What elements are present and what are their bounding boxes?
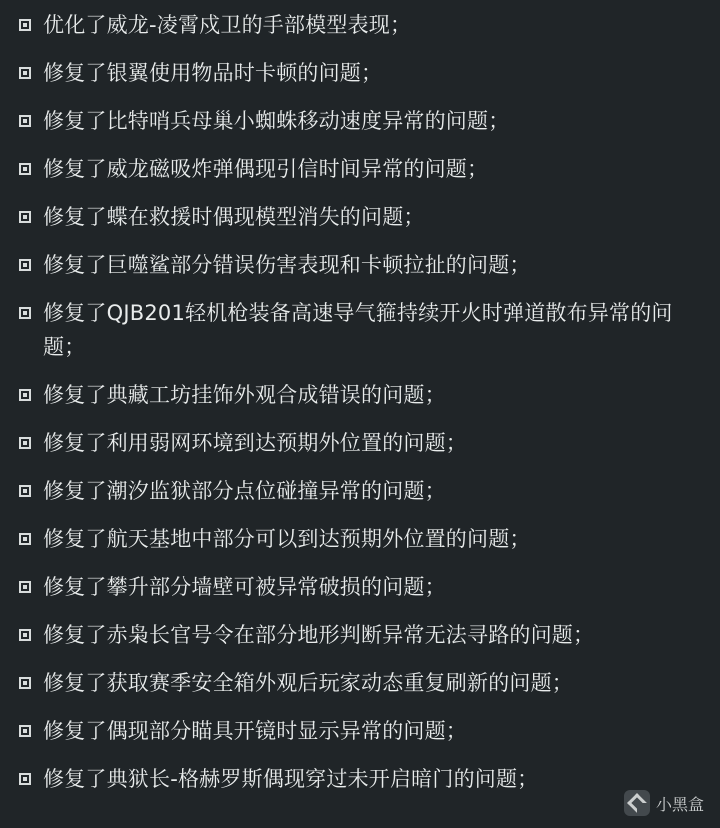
list-item: [0, 8, 720, 42]
list-item: [0, 714, 720, 748]
list-item: [0, 248, 720, 282]
list-item: [0, 666, 720, 700]
item-text: 修复了赤枭长官号令在部分地形判断异常无法寻路的问题；: [43, 623, 595, 647]
item-text: 修复了蝶在救援时偶现模型消失的问题；: [43, 205, 425, 229]
item-text: 修复了利用弱网环境到达预期外位置的问题；: [43, 431, 467, 455]
list-item: [0, 426, 720, 460]
square-bullet-icon: [19, 67, 31, 79]
list-item: [0, 200, 720, 234]
item-text: 修复了航天基地中部分可以到达预期外位置的问题；: [43, 527, 531, 551]
square-bullet-icon: [19, 533, 31, 545]
list-item: [0, 762, 720, 796]
item-text: 修复了获取赛季安全箱外观后玩家动态重复刷新的问题；: [43, 671, 573, 695]
item-text: 修复了典藏工坊挂饰外观合成错误的问题；: [43, 383, 446, 407]
item-text: 修复了偶现部分瞄具开镜时显示异常的问题；: [43, 719, 467, 743]
list-item: [0, 474, 720, 508]
item-text: 修复了攀升部分墙壁可被异常破损的问题；: [43, 575, 446, 599]
square-bullet-icon: [19, 19, 31, 31]
square-bullet-icon: [19, 211, 31, 223]
square-bullet-icon: [19, 629, 31, 641]
list-item: [0, 56, 720, 90]
square-bullet-icon: [19, 485, 31, 497]
list-item: [0, 570, 720, 604]
list-item: [0, 152, 720, 186]
square-bullet-icon: [19, 437, 31, 449]
heybox-logo-icon: [624, 790, 650, 816]
square-bullet-icon: [19, 773, 31, 785]
square-bullet-icon: [19, 389, 31, 401]
square-bullet-icon: [19, 677, 31, 689]
item-text: 优化了威龙-凌霄戍卫的手部模型表现；: [43, 13, 412, 37]
list-item: [0, 104, 720, 138]
square-bullet-icon: [19, 115, 31, 127]
list-item: [0, 378, 720, 412]
item-text: 修复了典狱长-格赫罗斯偶现穿过未开启暗门的问题；: [43, 767, 539, 791]
square-bullet-icon: [19, 307, 31, 319]
item-text: 修复了QJB201轻机枪装备高速导气箍持续开火时弹道散布异常的问题；: [43, 301, 673, 359]
square-bullet-icon: [19, 259, 31, 271]
watermark: [624, 790, 704, 816]
list-item: [0, 618, 720, 652]
changelog-list: [0, 8, 720, 810]
square-bullet-icon: [19, 581, 31, 593]
item-text: 修复了银翼使用物品时卡顿的问题；: [43, 61, 383, 85]
item-text: 修复了巨噬鲨部分错误伤害表现和卡顿拉扯的问题；: [43, 253, 531, 277]
watermark-text: 小黑盒: [655, 794, 704, 814]
item-text: 修复了威龙磁吸炸弹偶现引信时间异常的问题；: [43, 157, 489, 181]
list-item: [0, 522, 720, 556]
item-text: 修复了比特哨兵母巢小蜘蛛移动速度异常的问题；: [43, 109, 510, 133]
square-bullet-icon: [19, 725, 31, 737]
square-bullet-icon: [19, 163, 31, 175]
item-text: 修复了潮汐监狱部分点位碰撞异常的问题；: [43, 479, 446, 503]
list-item: [0, 296, 720, 364]
